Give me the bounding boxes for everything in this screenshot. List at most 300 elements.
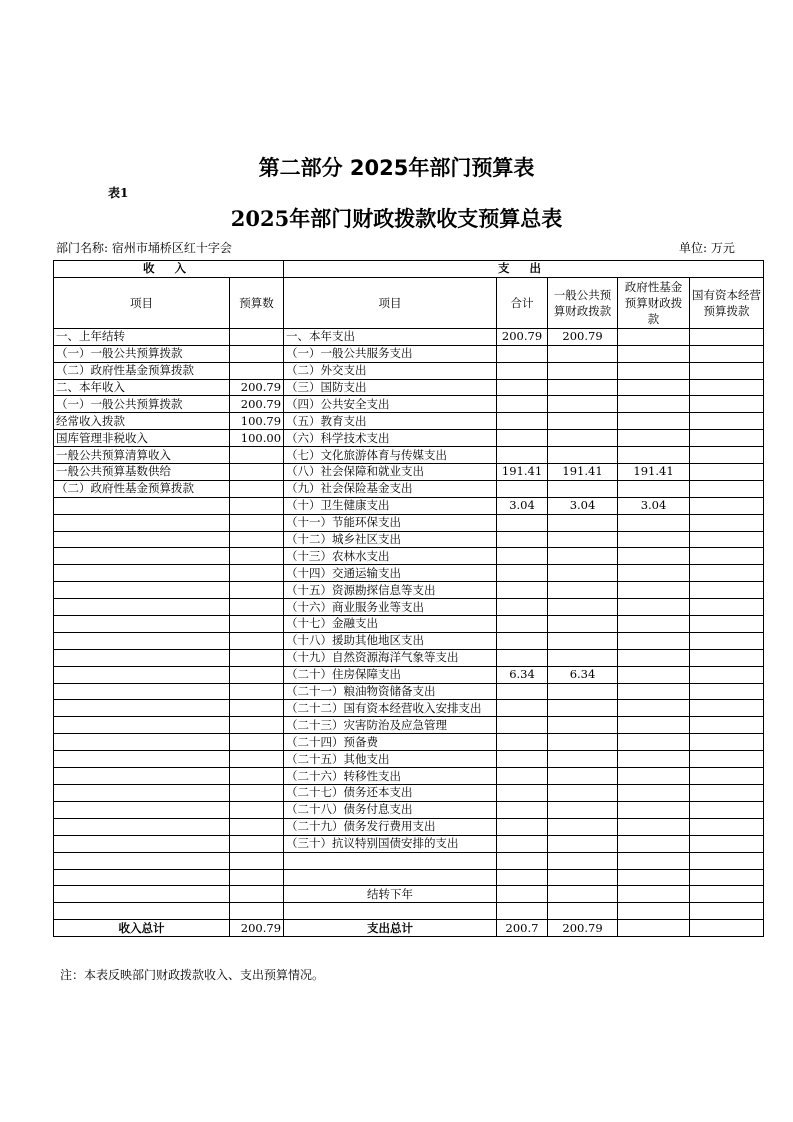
fund-budget-cell [618, 717, 690, 734]
expense-total-cell [497, 886, 548, 903]
table-row [54, 548, 764, 565]
general-budget-cell [548, 717, 618, 734]
expense-total-cell [497, 632, 548, 649]
income-section-header: 收 入 [54, 261, 284, 278]
expense-total-cell [497, 565, 548, 582]
expense-item-cell: （二十六）转移性支出 [284, 768, 497, 785]
expense-total-cell [497, 700, 548, 717]
table-row [54, 801, 764, 818]
income-amount-cell [230, 801, 284, 818]
expense-item-cell: （二十八）债务付息支出 [284, 801, 497, 818]
general-budget-cell [548, 768, 618, 785]
income-item-cell [54, 514, 230, 531]
expense-item-cell [284, 903, 497, 920]
income-item-cell: 一、上年结转 [54, 328, 230, 345]
general-budget-cell: 3.04 [548, 497, 618, 514]
income-item-cell [54, 835, 230, 852]
state-capital-cell [690, 548, 764, 565]
fund-budget-cell [618, 852, 690, 869]
income-item-cell: 经常收入拨款 [54, 413, 230, 430]
income-amount-cell [230, 345, 284, 362]
income-item-cell [54, 801, 230, 818]
fund-budget-cell [618, 565, 690, 582]
expense-item-cell: （十四）交通运输支出 [284, 565, 497, 582]
state-capital-cell [690, 599, 764, 616]
income-amount-cell [230, 818, 284, 835]
fund-budget-cell [618, 886, 690, 903]
expense-item-cell: （二十四）预备费 [284, 734, 497, 751]
income-item-cell [54, 768, 230, 785]
general-budget-cell: 6.34 [548, 666, 618, 683]
expense-item-cell: （三）国防支出 [284, 379, 497, 396]
income-amount-cell [230, 683, 284, 700]
income-amount-cell [230, 717, 284, 734]
expense-item-cell: （八）社会保障和就业支出 [284, 464, 497, 481]
state-capital-cell [690, 717, 764, 734]
general-budget-cell [548, 531, 618, 548]
income-item-cell [54, 683, 230, 700]
income-amount-cell [230, 328, 284, 345]
fund-budget-cell [618, 413, 690, 430]
income-item-cell [54, 649, 230, 666]
state-capital-cell [690, 734, 764, 751]
expense-item-header: 项目 [284, 277, 497, 328]
income-item-cell [54, 548, 230, 565]
expense-total-cell [497, 768, 548, 785]
expense-total-cell [497, 362, 548, 379]
total-header: 合计 [497, 277, 548, 328]
state-capital-cell [690, 852, 764, 869]
state-capital-cell [690, 649, 764, 666]
expense-total-cell [497, 599, 548, 616]
general-budget-cell [548, 734, 618, 751]
table-row [54, 751, 764, 768]
table-row [54, 768, 764, 785]
fund-budget-cell [618, 379, 690, 396]
fund-budget-cell [618, 649, 690, 666]
fund-budget-cell [618, 328, 690, 345]
table-row [54, 835, 764, 852]
fund-budget-cell [618, 531, 690, 548]
general-budget-cell [548, 599, 618, 616]
expense-total-cell [497, 447, 548, 464]
expense-item-cell: （二十一）粮油物资储备支出 [284, 683, 497, 700]
expense-total-cell [497, 396, 548, 413]
table-row [54, 649, 764, 666]
table-number: 表1 [108, 186, 129, 200]
state-capital-cell [690, 328, 764, 345]
table-row [54, 683, 764, 700]
document-title: 2025年部门财政拨款收支预算总表 [230, 206, 563, 231]
table-row [54, 818, 764, 835]
expense-item-cell: （十六）商业服务业等支出 [284, 599, 497, 616]
state-capital-cell [690, 362, 764, 379]
income-amount-cell [230, 869, 284, 886]
expense-total-cell [497, 413, 548, 430]
income-amount-cell [230, 649, 284, 666]
table-row [54, 328, 764, 345]
fund-budget-cell [618, 683, 690, 700]
table-row [54, 903, 764, 920]
income-item-cell [54, 531, 230, 548]
income-item-cell: 一般公共预算基数供给 [54, 464, 230, 481]
income-budget-header: 预算数 [230, 277, 284, 328]
state-capital-cell [690, 818, 764, 835]
income-item-cell [54, 903, 230, 920]
table-row [54, 514, 764, 531]
fund-budget-cell [618, 447, 690, 464]
expense-total-cell: 6.34 [497, 666, 548, 683]
income-amount-cell [230, 480, 284, 497]
fund-budget-cell [618, 818, 690, 835]
expense-item-cell: （二）外交支出 [284, 362, 497, 379]
fund-budget-cell [618, 582, 690, 599]
general-budget-cell [548, 632, 618, 649]
general-budget-cell [548, 582, 618, 599]
expense-total-cell [497, 683, 548, 700]
expense-total-cell [497, 835, 548, 852]
table-row [54, 734, 764, 751]
income-item-cell [54, 565, 230, 582]
fund-budget-cell [618, 599, 690, 616]
budget-table [53, 260, 764, 937]
state-capital-cell [690, 835, 764, 852]
general-budget-cell [548, 835, 618, 852]
income-item-cell: （二）政府性基金预算拨款 [54, 362, 230, 379]
expense-item-cell: 一、本年支出 [284, 328, 497, 345]
income-amount-cell [230, 903, 284, 920]
fund-budget-cell [618, 751, 690, 768]
income-amount-cell [230, 565, 284, 582]
table-row [54, 582, 764, 599]
expense-total-cell [497, 514, 548, 531]
state-capital-cell [690, 396, 764, 413]
expense-total-cell [497, 616, 548, 633]
income-item-cell: （一）一般公共预算拨款 [54, 396, 230, 413]
totals-row [54, 920, 764, 937]
income-amount-cell [230, 548, 284, 565]
income-amount-cell [230, 666, 284, 683]
state-capital-cell [690, 430, 764, 447]
general-budget-cell [548, 345, 618, 362]
fund-budget-cell [618, 480, 690, 497]
table-row [54, 447, 764, 464]
expense-item-cell: （十三）农林水支出 [284, 548, 497, 565]
table-row [54, 430, 764, 447]
fund-budget-cell [618, 835, 690, 852]
expense-total-cell [497, 548, 548, 565]
general-budget-cell [548, 869, 618, 886]
general-budget-cell [548, 480, 618, 497]
fund-budget-cell [618, 632, 690, 649]
state-capital-cell [690, 869, 764, 886]
income-item-cell [54, 886, 230, 903]
expense-item-cell: 结转下年 [284, 886, 497, 903]
expense-item-cell: （二十三）灾害防治及应急管理 [284, 717, 497, 734]
income-amount-cell [230, 514, 284, 531]
income-item-cell: 二、本年收入 [54, 379, 230, 396]
expense-item-cell: （十）卫生健康支出 [284, 497, 497, 514]
expense-item-cell: （二十七）债务还本支出 [284, 785, 497, 802]
table-row [54, 599, 764, 616]
income-amount-cell [230, 599, 284, 616]
state-capital-cell [690, 666, 764, 683]
expense-total-cell [497, 531, 548, 548]
expense-total-cell: 191.41 [497, 464, 548, 481]
state-capital-cell [690, 345, 764, 362]
general-budget-cell [548, 903, 618, 920]
expense-total-soe [690, 920, 764, 937]
part-title: 第二部分 2025年部门预算表 [258, 156, 535, 180]
general-budget-cell [548, 413, 618, 430]
table-row [54, 666, 764, 683]
expense-item-cell: （十九）自然资源海洋气象等支出 [284, 649, 497, 666]
state-capital-cell [690, 683, 764, 700]
state-capital-cell [690, 768, 764, 785]
expense-section-header: 支 出 [284, 261, 764, 278]
income-amount-cell [230, 582, 284, 599]
income-item-cell [54, 666, 230, 683]
column-header-row [54, 277, 764, 328]
table-row [54, 362, 764, 379]
income-amount-cell [230, 447, 284, 464]
fund-budget-cell [618, 734, 690, 751]
expense-total-cell [497, 582, 548, 599]
income-amount-cell [230, 632, 284, 649]
expense-total-cell [497, 869, 548, 886]
expense-item-cell: （三十）抗议特别国债安排的支出 [284, 835, 497, 852]
general-budget-cell [548, 430, 618, 447]
income-item-cell [54, 869, 230, 886]
general-budget-cell [548, 683, 618, 700]
expense-total-cell [497, 345, 548, 362]
income-item-cell: 国库管理非税收入 [54, 430, 230, 447]
table-row [54, 379, 764, 396]
state-capital-cell [690, 616, 764, 633]
income-amount-cell [230, 768, 284, 785]
income-item-cell [54, 717, 230, 734]
table-row [54, 717, 764, 734]
income-item-cell [54, 785, 230, 802]
expense-total-cell: 200.79 [497, 328, 548, 345]
expense-item-cell: （四）公共安全支出 [284, 396, 497, 413]
expense-item-cell: （十二）城乡社区支出 [284, 531, 497, 548]
income-amount-cell [230, 835, 284, 852]
expense-total-cell [497, 480, 548, 497]
income-amount-cell [230, 464, 284, 481]
income-amount-cell [230, 700, 284, 717]
table-row [54, 616, 764, 633]
table-row [54, 464, 764, 481]
expense-item-cell: （二十五）其他支出 [284, 751, 497, 768]
income-item-cell: 一般公共预算清算收入 [54, 447, 230, 464]
income-item-cell [54, 632, 230, 649]
income-amount-cell [230, 734, 284, 751]
general-budget-cell [548, 785, 618, 802]
table-row [54, 565, 764, 582]
state-capital-cell [690, 801, 764, 818]
general-budget-cell [548, 548, 618, 565]
expense-total-cell [497, 649, 548, 666]
state-capital-cell [690, 632, 764, 649]
income-amount-cell: 200.79 [230, 379, 284, 396]
income-item-cell [54, 818, 230, 835]
general-budget-cell [548, 852, 618, 869]
expense-total-general: 200.79 [548, 920, 618, 937]
state-capital-cell [690, 903, 764, 920]
state-capital-cell [690, 464, 764, 481]
fund-budget-cell [618, 666, 690, 683]
fund-budget-cell [618, 768, 690, 785]
general-budget-cell: 191.41 [548, 464, 618, 481]
general-budget-cell [548, 818, 618, 835]
income-amount-cell [230, 362, 284, 379]
table-row [54, 852, 764, 869]
general-budget-cell [548, 565, 618, 582]
income-item-cell [54, 734, 230, 751]
fund-budget-header: 政府性基金预算财政拨款 [618, 277, 690, 328]
general-budget-cell: 200.79 [548, 328, 618, 345]
table-row [54, 413, 764, 430]
expense-total-cell [497, 818, 548, 835]
table-row [54, 396, 764, 413]
expense-total-cell [497, 734, 548, 751]
income-item-cell: （一）一般公共预算拨款 [54, 345, 230, 362]
table-row [54, 869, 764, 886]
expense-item-cell: （十七）金融支出 [284, 616, 497, 633]
fund-budget-cell [618, 548, 690, 565]
income-item-cell [54, 751, 230, 768]
table-body [54, 328, 764, 919]
income-total-amount: 200.79 [230, 920, 284, 937]
income-amount-cell [230, 852, 284, 869]
state-capital-cell [690, 379, 764, 396]
income-amount-cell: 100.79 [230, 413, 284, 430]
state-capital-cell [690, 497, 764, 514]
expense-item-cell: （二十九）债务发行费用支出 [284, 818, 497, 835]
table-row [54, 345, 764, 362]
table-row [54, 497, 764, 514]
fund-budget-cell [618, 616, 690, 633]
income-item-cell [54, 700, 230, 717]
income-amount-cell [230, 616, 284, 633]
general-budget-cell [548, 649, 618, 666]
table-row [54, 632, 764, 649]
expense-item-cell: （七）文化旅游体育与传媒支出 [284, 447, 497, 464]
table-row [54, 785, 764, 802]
general-budget-header: 一般公共预算财政拨款 [548, 277, 618, 328]
expense-item-cell [284, 869, 497, 886]
expense-total-cell [497, 430, 548, 447]
general-budget-cell [548, 801, 618, 818]
state-capital-cell [690, 700, 764, 717]
expense-total-cell [497, 717, 548, 734]
income-amount-cell [230, 751, 284, 768]
expense-item-cell: （十八）援助其他地区支出 [284, 632, 497, 649]
state-capital-cell [690, 751, 764, 768]
expense-item-cell: （十一）节能环保支出 [284, 514, 497, 531]
expense-total-cell: 3.04 [497, 497, 548, 514]
income-amount-cell [230, 886, 284, 903]
income-item-cell [54, 852, 230, 869]
state-capital-header: 国有资本经营预算拨款 [690, 277, 764, 328]
expense-item-cell: （五）教育支出 [284, 413, 497, 430]
expense-total-cell [497, 801, 548, 818]
general-budget-cell [548, 751, 618, 768]
fund-budget-cell [618, 700, 690, 717]
expense-total-cell [497, 379, 548, 396]
table-row [54, 886, 764, 903]
expense-total-cell [497, 785, 548, 802]
fund-budget-cell: 191.41 [618, 464, 690, 481]
general-budget-cell [548, 514, 618, 531]
section-header-row [54, 261, 764, 278]
expense-item-cell: （二十）住房保障支出 [284, 666, 497, 683]
department-name: 部门名称: 宿州市埇桥区红十字会 [56, 241, 232, 255]
income-amount-cell: 100.00 [230, 430, 284, 447]
general-budget-cell [548, 447, 618, 464]
income-item-cell [54, 616, 230, 633]
fund-budget-cell: 3.04 [618, 497, 690, 514]
general-budget-cell [548, 886, 618, 903]
table-row [54, 531, 764, 548]
state-capital-cell [690, 531, 764, 548]
state-capital-cell [690, 582, 764, 599]
state-capital-cell [690, 413, 764, 430]
expense-total-fund [618, 920, 690, 937]
fund-budget-cell [618, 362, 690, 379]
income-amount-cell [230, 531, 284, 548]
income-item-cell [54, 582, 230, 599]
fund-budget-cell [618, 514, 690, 531]
unit-label: 单位: 万元 [679, 241, 735, 255]
expense-item-cell: （十五）资源勘探信息等支出 [284, 582, 497, 599]
table-note: 注：本表反映部门财政拨款收入、支出预算情况。 [60, 968, 325, 982]
state-capital-cell [690, 565, 764, 582]
general-budget-cell [548, 396, 618, 413]
income-amount-cell: 200.79 [230, 396, 284, 413]
general-budget-cell [548, 616, 618, 633]
expense-total-cell [497, 852, 548, 869]
general-budget-cell [548, 700, 618, 717]
expense-item-cell: （一）一般公共服务支出 [284, 345, 497, 362]
income-item-cell [54, 599, 230, 616]
state-capital-cell [690, 514, 764, 531]
state-capital-cell [690, 886, 764, 903]
fund-budget-cell [618, 430, 690, 447]
fund-budget-cell [618, 345, 690, 362]
expense-total-cell [497, 751, 548, 768]
state-capital-cell [690, 447, 764, 464]
income-item-header: 项目 [54, 277, 230, 328]
income-item-cell [54, 497, 230, 514]
income-amount-cell [230, 785, 284, 802]
fund-budget-cell [618, 869, 690, 886]
state-capital-cell [690, 480, 764, 497]
table-row [54, 480, 764, 497]
expense-total-label: 支出总计 [284, 920, 497, 937]
general-budget-cell [548, 362, 618, 379]
fund-budget-cell [618, 396, 690, 413]
general-budget-cell [548, 379, 618, 396]
fund-budget-cell [618, 801, 690, 818]
expense-item-cell: （二十二）国有资本经营收入安排支出 [284, 700, 497, 717]
expense-total-cell [497, 903, 548, 920]
income-item-cell: （二）政府性基金预算拨款 [54, 480, 230, 497]
income-amount-cell [230, 497, 284, 514]
expense-item-cell: （六）科学技术支出 [284, 430, 497, 447]
fund-budget-cell [618, 785, 690, 802]
